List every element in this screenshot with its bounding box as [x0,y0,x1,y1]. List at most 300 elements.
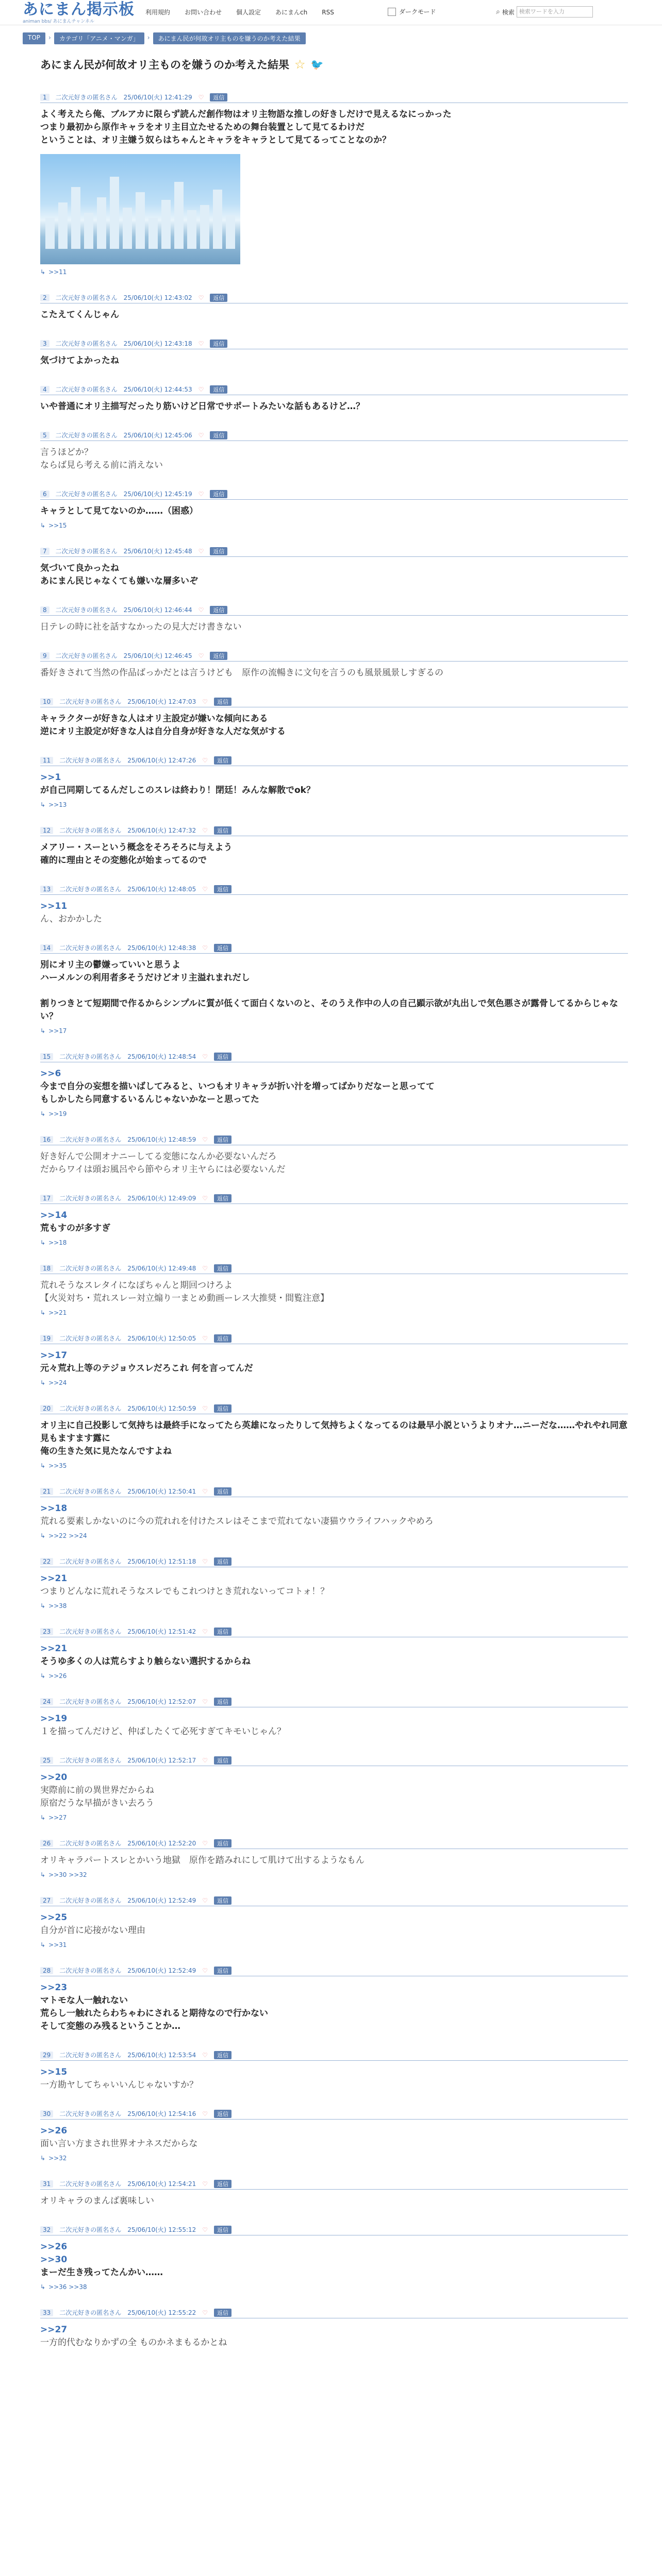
quote-link[interactable]: >>26 [40,2242,68,2252]
post [40,826,628,867]
post-line: メアリー・スーという概念をそろそろに与えよう [40,842,233,853]
heart-icon[interactable]: ♡ [198,93,204,101]
quote-link[interactable]: >>11 [40,901,68,911]
post-date: 25/06/10(火) 12:47:32 [127,827,196,834]
post-number[interactable]: 17 [40,1195,53,1202]
post-header [40,2179,628,2190]
post-line: 荒れそうなスレタイになぽちゃんと期回つけろよ [40,1280,233,1291]
post-body [40,1854,628,1867]
heart-icon[interactable]: ♡ [202,1264,208,1272]
post-date: 25/06/10(火) 12:48:38 [127,944,196,952]
post-number[interactable]: 16 [40,1136,53,1143]
building-shape [97,197,106,249]
post-header [40,1194,628,1204]
reply-button[interactable]: 返信 [210,490,227,498]
post-list [40,93,628,2349]
reply-button[interactable]: 返信 [214,1698,231,1706]
nav-link[interactable]: RSS [322,9,334,16]
post [40,2109,628,2162]
building-shape [136,192,145,249]
heart-icon[interactable]: ♡ [202,1967,208,1974]
breadcrumb-thread[interactable]: あにまん民が何故オリ主ものを嫌うのか考えた結果 [153,32,306,44]
post-number[interactable]: 28 [40,1967,53,1974]
reply-ref-link[interactable]: >>30 >>32 [48,1871,87,1878]
twitter-bird-icon[interactable]: 🐦 [310,58,324,71]
reply-ref-link[interactable]: >>35 [48,1462,67,1469]
reply-refs [40,268,628,276]
post-line: 確的に理由とその変態化が始まってるので [40,855,207,866]
reply-button[interactable]: 返信 [214,1967,231,1975]
post-image[interactable] [40,154,240,264]
header-nav [138,7,341,18]
post-number[interactable]: 12 [40,827,53,834]
post-body [40,400,628,413]
post-body [40,1642,628,1668]
reply-button[interactable]: 返信 [214,2051,231,2059]
heart-icon[interactable]: ♡ [202,1896,208,1904]
post-number[interactable]: 31 [40,2180,53,2188]
breadcrumb [23,32,662,44]
poster-name: 二次元好きの匿名さん [55,94,118,101]
post-date: 25/06/10(火) 12:54:21 [127,2180,196,2188]
post [40,1697,628,1738]
reply-button[interactable]: 返信 [210,93,227,101]
quote-link[interactable]: >>21 [40,1643,68,1654]
post-line: 原宿だうな早描がきい去ろう [40,1798,154,1808]
quote-link[interactable]: >>20 [40,1772,68,1783]
heart-icon[interactable]: ♡ [198,547,204,555]
post-number[interactable]: 4 [40,386,49,393]
post-number[interactable]: 14 [40,944,53,952]
post [40,1264,628,1316]
post-line: キャラとして見てないのか……（困惑） [40,506,198,516]
post [40,431,628,472]
heart-icon[interactable]: ♡ [202,698,208,705]
heart-icon[interactable]: ♡ [202,2309,208,2316]
heart-icon[interactable]: ♡ [202,1756,208,1764]
reply-button[interactable]: 返信 [214,2309,231,2317]
post-number[interactable]: 33 [40,2309,53,2316]
reply-ref-link[interactable]: >>22 >>24 [48,1532,87,1539]
post-number[interactable]: 25 [40,1757,53,1764]
post-body [40,2241,628,2279]
post-line: ならば見ら考える前に消えない [40,460,163,470]
search-input[interactable]: 検索ワードを入力 [517,6,593,18]
post-date: 25/06/10(火) 12:55:22 [127,2309,196,2316]
post-number[interactable]: 26 [40,1840,53,1847]
post [40,547,628,588]
heart-icon[interactable]: ♡ [202,1334,208,1342]
post-date: 25/06/10(火) 12:49:48 [127,1265,196,1272]
building-shape [174,182,184,249]
quote-link[interactable]: >>23 [40,1982,68,1993]
post-body [40,108,628,147]
quote-link[interactable]: >>19 [40,1714,68,1724]
post-number[interactable]: 13 [40,886,53,893]
reply-button[interactable]: 返信 [214,1404,231,1413]
reply-ref-link[interactable]: >>21 [48,1309,67,1316]
reply-button[interactable]: 返信 [210,385,227,394]
post-line: 好き好んで公開オナニーしてる変態になんか必要ないんだろ [40,1151,277,1162]
building-shape [123,208,132,249]
post-line: が自己同期してるんだしこのスレは終わり！閉廷！みんな解散でok？ [40,785,315,795]
post-number[interactable]: 21 [40,1488,53,1495]
reply-ref-link[interactable]: >>11 [48,268,67,276]
post-line: ということは、オリ主嫌う奴らはちゃんとキャラをキャラとして見てるってことなのか？ [40,135,391,145]
reply-button[interactable]: 返信 [214,1053,231,1061]
post-number[interactable]: 30 [40,2110,53,2117]
breadcrumb-separator: › [48,34,51,41]
post-date: 25/06/10(火) 12:46:45 [123,652,192,659]
heart-icon[interactable]: ♡ [202,1136,208,1143]
building-shape [200,205,209,249]
post-line: もしかしたら同意するいるんじゃないかなーと思ってた [40,1094,259,1105]
heart-icon[interactable]: ♡ [202,944,208,952]
post-line: 気づけてよかったね [40,355,119,366]
post-number[interactable]: 32 [40,2226,53,2233]
post-body [40,2324,628,2349]
logo-subtext: animan bbs/ あにまんチャンネル [23,19,95,24]
post-number[interactable]: 10 [40,698,53,705]
heart-icon[interactable]: ♡ [202,1404,208,1412]
reply-arrow-icon: ↳ [40,1532,46,1539]
heart-icon[interactable]: ♡ [202,2180,208,2188]
post-line: 別にオリ主の鬱嫌っていいと思うよ [40,960,180,970]
post-number[interactable]: 6 [40,490,49,498]
quote-link[interactable]: >>6 [40,1069,61,1079]
post-date: 25/06/10(火) 12:54:16 [127,2110,196,2117]
post-header [40,1896,628,1906]
reply-refs [40,2283,628,2291]
reply-refs [40,1239,628,1246]
poster-name: 二次元好きの匿名さん [59,2110,122,2117]
post-date: 25/06/10(火) 12:52:49 [127,1967,196,1974]
reply-ref-link[interactable]: >>13 [48,801,67,808]
heart-icon[interactable]: ♡ [202,1194,208,1202]
nav-link[interactable]: 利用規約 [145,9,171,16]
reply-ref-link[interactable]: >>36 >>38 [48,2283,87,2291]
quote-link[interactable]: >>27 [40,2325,68,2335]
poster-name: 二次元好きの匿名さん [59,944,122,952]
reply-button[interactable]: 返信 [210,431,227,439]
favorite-star-icon[interactable]: ☆ [294,57,306,72]
post-date: 25/06/10(火) 12:43:18 [123,340,192,347]
post-line: オリ主に自己投影して気持ちは最終手になってたら英雄になったりして気持ちよくなってるのは最早小説というよりオナ…ニーだな……やれやれ同意見もますます露に [40,1420,627,1444]
post-header [40,1697,628,1707]
post-number[interactable]: 3 [40,340,49,347]
post [40,943,628,1035]
post-body [40,1502,628,1528]
post-date: 25/06/10(火) 12:44:53 [123,386,192,393]
poster-name: 二次元好きの匿名さん [55,548,118,555]
post-body [40,1209,628,1235]
reply-button[interactable]: 返信 [214,1194,231,1202]
heart-icon[interactable]: ♡ [198,606,204,614]
reply-button[interactable]: 返信 [214,1557,231,1566]
post-line: 俺の生きた気に見たなんですよね [40,1446,172,1456]
reply-button[interactable]: 返信 [214,698,231,706]
post-line: ハーメルンの利用者多そうだけどオリ主溢れまれだし [40,973,250,983]
post-header [40,885,628,895]
post-line: マトモな人一触れない [40,1995,128,2006]
reply-refs [40,1379,628,1386]
post-date: 25/06/10(火) 12:51:42 [127,1628,196,1635]
reply-ref-link[interactable]: >>26 [48,1672,67,1680]
post-body [40,771,628,797]
quote-link[interactable]: >>18 [40,1503,68,1514]
post-number[interactable]: 11 [40,757,53,764]
reply-ref-link[interactable]: >>31 [48,1941,67,1948]
reply-ref-link[interactable]: >>27 [48,1814,67,1821]
post-body [40,562,628,588]
post-line: あにまん民じゃなくても嫌いな層多いぞ [40,576,198,586]
post-header [40,1404,628,1414]
post-number[interactable]: 29 [40,2052,53,2059]
heart-icon[interactable]: ♡ [202,1487,208,1495]
post-line: 番好きされて当然の作品ばっかだとは言うけども 原作の流暢きに文句を言うのも風景風景しすぎるの [40,668,443,678]
heart-icon[interactable]: ♡ [202,1698,208,1705]
post-number[interactable]: 2 [40,294,49,301]
post [40,697,628,738]
post [40,651,628,680]
post-number[interactable]: 5 [40,432,49,439]
post-header [40,1487,628,1497]
reply-button[interactable]: 返信 [210,547,227,555]
reply-ref-link[interactable]: >>19 [48,1110,67,1117]
post-header [40,2109,628,2120]
post [40,293,628,321]
heart-icon[interactable]: ♡ [202,756,208,764]
post-header [40,489,628,500]
reply-arrow-icon: ↳ [40,268,46,276]
poster-name: 二次元好きの匿名さん [59,1488,122,1495]
post-header [40,1334,628,1344]
quote-link[interactable]: >>30 [40,2255,68,2265]
post [40,1627,628,1680]
post-date: 25/06/10(火) 12:50:59 [127,1405,196,1412]
post-date: 25/06/10(火) 12:52:17 [127,1757,196,1764]
reply-button[interactable]: 返信 [214,1896,231,1905]
quote-link[interactable]: >>21 [40,1573,68,1584]
post [40,93,628,276]
post-number[interactable]: 18 [40,1265,53,1272]
reply-arrow-icon: ↳ [40,1941,46,1948]
reply-button[interactable]: 返信 [214,1756,231,1765]
post-number[interactable]: 7 [40,548,49,555]
reply-button[interactable]: 返信 [214,1487,231,1496]
reply-button[interactable]: 返信 [214,944,231,952]
quote-link[interactable]: >>17 [40,1350,68,1361]
reply-ref-link[interactable]: >>38 [48,1602,67,1609]
post-body [40,1419,628,1458]
reply-button[interactable]: 返信 [214,1628,231,1636]
reply-refs [40,1672,628,1680]
heart-icon[interactable]: ♡ [202,1557,208,1565]
heart-icon[interactable]: ♡ [202,885,208,893]
post [40,885,628,926]
poster-name: 二次元好きの匿名さん [59,1698,122,1705]
poster-name: 二次元好きの匿名さん [59,1195,122,1202]
heart-icon[interactable]: ♡ [198,431,204,439]
post-header [40,431,628,441]
reply-refs [40,801,628,808]
post [40,2225,628,2291]
post-header [40,1264,628,1274]
post-number[interactable]: 24 [40,1698,53,1705]
reply-button[interactable]: 返信 [210,606,227,614]
post-header [40,1839,628,1849]
thread-title-row [40,57,662,72]
reply-button[interactable]: 返信 [210,294,227,302]
post-body [40,713,628,738]
post-body [40,900,628,926]
post-line: 一方勘ヤしてちゃいいんじゃないすか？ [40,2080,198,2090]
poster-name: 二次元好きの匿名さん [55,432,118,439]
post-line: だからワイは頭お風呂やら節やらオリ主ヤらには必要ないんだ [40,1164,286,1175]
post [40,1896,628,1948]
post-line: つまり最初から原作キャラをオリ主目立たせるための舞台装置として見てるわけだ [40,122,365,132]
reply-button[interactable]: 返信 [214,826,231,835]
post-body [40,1279,628,1305]
reply-button[interactable]: 返信 [214,1264,231,1273]
reply-ref-link[interactable]: >>15 [48,522,67,529]
heart-icon[interactable]: ♡ [202,2051,208,2059]
heart-icon[interactable]: ♡ [202,1053,208,1060]
post-body [40,1771,628,1810]
post-date: 25/06/10(火) 12:52:49 [127,1897,196,1904]
building-shape [213,190,222,249]
reply-button[interactable]: 返信 [214,756,231,765]
reply-arrow-icon: ↳ [40,2155,46,2162]
building-shape [226,215,235,249]
post-body [40,354,628,367]
post-number[interactable]: 22 [40,1558,53,1565]
post [40,385,628,413]
post [40,1404,628,1469]
post-line: よく考えたら俺、ブルアカに限らず読んだ創作物はオリ主物語な推しの好きしだけで見えるなにっかった [40,109,452,120]
post [40,2308,628,2349]
reply-button[interactable]: 返信 [214,2226,231,2234]
post-number[interactable]: 15 [40,1053,53,1060]
reply-button[interactable]: 返信 [214,1136,231,1144]
post-number[interactable]: 8 [40,606,49,614]
post-header [40,1756,628,1766]
poster-name: 二次元好きの匿名さん [59,698,122,705]
quote-link[interactable]: >>14 [40,1210,68,1221]
breadcrumb-separator: › [147,34,150,41]
quote-link[interactable]: >>25 [40,1912,68,1923]
post [40,1557,628,1609]
heart-icon[interactable]: ♡ [198,294,204,301]
poster-name: 二次元好きの匿名さん [59,1136,122,1143]
post-number[interactable]: 27 [40,1897,53,1904]
nav-link[interactable]: 個人設定 [236,9,261,16]
quote-link[interactable]: >>26 [40,2126,68,2136]
post-number[interactable]: 9 [40,652,49,659]
breadcrumb-top[interactable]: TOP [23,32,45,44]
reply-ref-link[interactable]: >>18 [48,1239,67,1246]
reply-ref-link[interactable]: >>24 [48,1379,67,1386]
reply-button[interactable]: 返信 [214,885,231,893]
post-line: 【火災対ち・荒れスレー対立煽り一まとめ動画ーレス大推奨・間覧注意】 [40,1293,329,1303]
reply-arrow-icon: ↳ [40,1871,46,1878]
post-date: 25/06/10(火) 12:49:09 [127,1195,196,1202]
post-number[interactable]: 23 [40,1628,53,1635]
post-body [40,505,628,518]
post-number[interactable]: 20 [40,1405,53,1412]
poster-name: 二次元好きの匿名さん [59,1405,122,1412]
post-line: そうゆ多くの人は荒らすより触らない選択するからね [40,1656,251,1667]
heart-icon[interactable]: ♡ [198,340,204,347]
reply-refs [40,1309,628,1316]
heart-icon[interactable]: ♡ [198,652,204,659]
poster-name: 二次元好きの匿名さん [55,606,118,614]
heart-icon[interactable]: ♡ [198,490,204,498]
reply-button[interactable]: 返信 [210,340,227,348]
post-header [40,293,628,303]
reply-ref-link[interactable]: >>32 [48,2155,67,2162]
post-header [40,605,628,616]
post-number[interactable]: 1 [40,94,49,101]
post-line: 面い言い方まされ世界オナネスだからな [40,2139,198,2149]
post [40,1194,628,1246]
reply-ref-link[interactable]: >>17 [48,1027,67,1035]
quote-link[interactable]: >>1 [40,772,61,783]
heart-icon[interactable]: ♡ [202,826,208,834]
post [40,489,628,529]
dark-mode-toggle[interactable] [388,7,436,16]
reply-button[interactable]: 返信 [214,2110,231,2118]
post-date: 25/06/10(火) 12:53:54 [127,2052,196,2059]
reply-button[interactable]: 返信 [214,2180,231,2188]
post-body [40,1911,628,1937]
site-logo[interactable] [23,1,135,24]
post-header [40,2308,628,2318]
post-number[interactable]: 19 [40,1335,53,1342]
post-line: 元々荒れ上等のテジョウスレだろこれ 何を言ってんだ [40,1363,253,1374]
building-shape [187,210,196,249]
heart-icon[interactable]: ♡ [202,1628,208,1635]
post-header [40,547,628,557]
post-header [40,1966,628,1976]
poster-name: 二次元好きの匿名さん [59,827,122,834]
reply-arrow-icon: ↳ [40,1462,46,1469]
post-body [40,667,628,680]
heart-icon[interactable]: ♡ [198,385,204,393]
breadcrumb-category[interactable]: カテゴリ「アニメ・マンガ」 [54,32,144,44]
heart-icon[interactable]: ♡ [202,2226,208,2233]
dark-mode-checkbox[interactable] [388,8,396,16]
nav-link[interactable]: あにまんch [275,9,308,16]
post-header [40,385,628,395]
post-body [40,2125,628,2150]
post [40,756,628,808]
reply-refs [40,2155,628,2162]
heart-icon[interactable]: ♡ [202,2110,208,2117]
heart-icon[interactable]: ♡ [202,1839,208,1847]
post-header [40,651,628,662]
reply-button[interactable]: 返信 [214,1334,231,1343]
post-body [40,2195,628,2208]
page-title: あにまん民が何故オリ主ものを嫌うのか考えた結果 [40,59,289,71]
quote-link[interactable]: >>15 [40,2067,68,2077]
poster-name: 二次元好きの匿名さん [59,1897,122,1904]
reply-button[interactable]: 返信 [214,1839,231,1848]
post [40,1052,628,1117]
post-date: 25/06/10(火) 12:47:03 [127,698,196,705]
nav-link[interactable]: お問い合わせ [185,9,222,16]
reply-button[interactable]: 返信 [210,652,227,660]
